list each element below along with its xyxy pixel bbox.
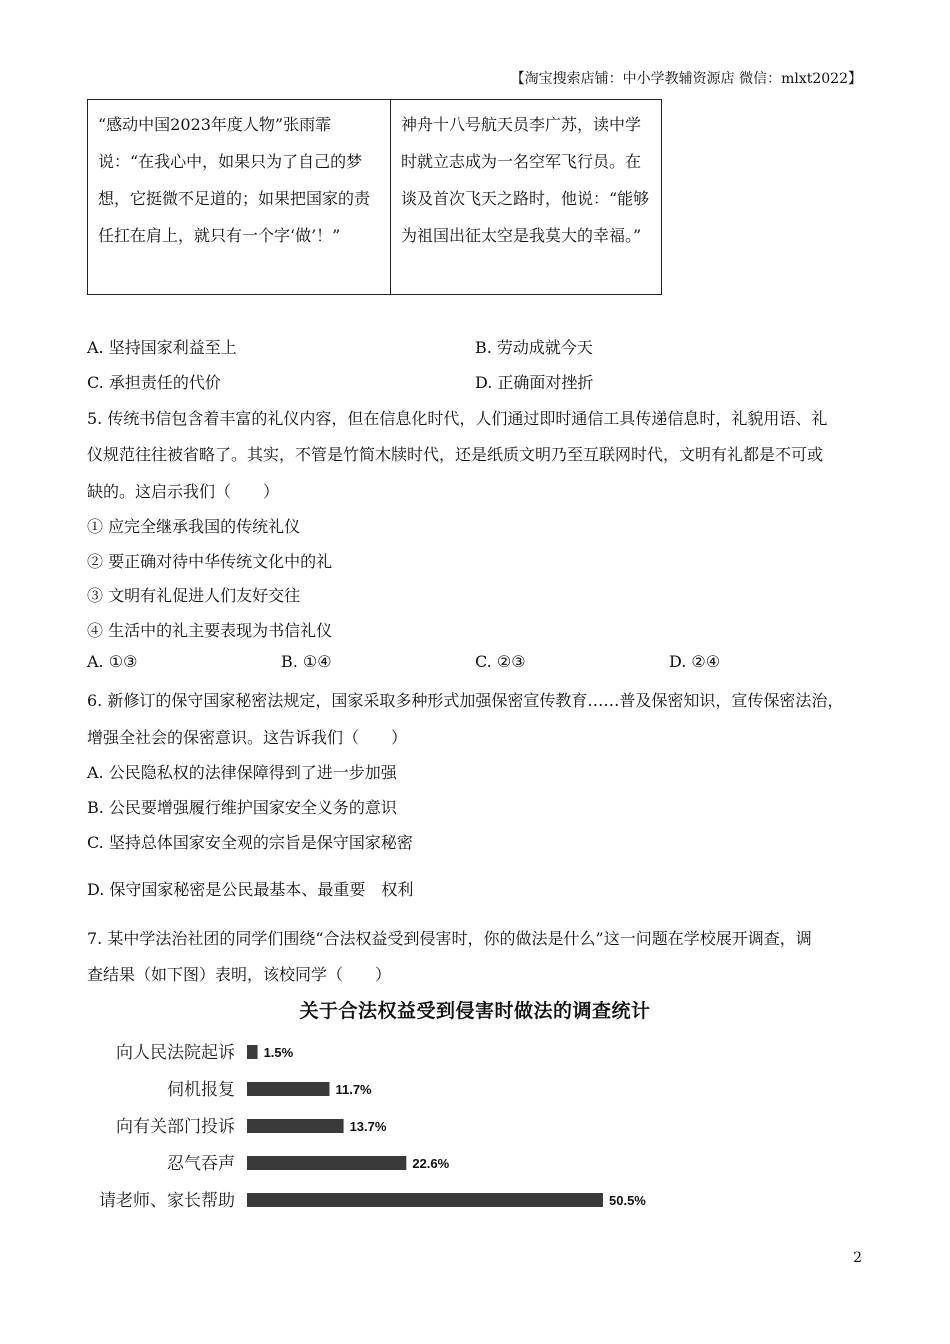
bar (247, 1082, 329, 1096)
page-number: 2 (853, 1250, 862, 1266)
q6-option-b: B. 公民要增强履行维护国家安全义务的意识 (87, 798, 397, 817)
quote-table (87, 99, 662, 295)
page-header: 【淘宝搜索店铺：中小学教辅资源店 微信：mlxt2022】 (510, 71, 862, 87)
survey-bar-chart (0, 1030, 950, 1230)
q7-stem-line2: 查结果（如下图）表明，该校同学（ ） (87, 965, 392, 984)
bar (247, 1193, 603, 1207)
q7-stem-line1: 7. 某中学法治社团的同学们围绕“合法权益受到侵害时，你的做法是什么”这一问题在学校展开调查，调 (87, 929, 812, 948)
bar (247, 1045, 258, 1059)
data-label: 13.7% (349, 1119, 387, 1134)
q5-statement-2: ② 要正确对待中华传统文化中的礼 (87, 552, 333, 571)
q5-statement-1: ① 应完全继承我国的传统礼仪 (87, 517, 301, 536)
data-label: 1.5% (263, 1045, 294, 1060)
data-label: 50.5% (609, 1193, 646, 1208)
q5-stem-line3: 缺的。这启示我们（ ） (87, 482, 280, 501)
quote-cell-right: 神舟十八号航天员李广苏，读中学时就立志成为一名空军飞行员。在谈及首次飞天之路时，他说：“能够为祖国出征太空是我莫大的幸福。” (391, 100, 662, 295)
q5-option-b: B. ①④ (281, 652, 332, 671)
q4-option-d: D. 正确面对挫折 (475, 373, 594, 392)
category-label: 请老师、家长帮助 (99, 1191, 235, 1211)
quote-cell-left: “感动中国2023年度人物”张雨霏说：“在我心中，如果只为了自己的梦想，它挺微不足道的；如果把国家的责任扛在肩上，就只有一个字‘做’！” (88, 100, 391, 295)
q5-stem-line2: 仪规范往往被省略了。其实，不管是竹简木牍时代，还是纸质文明乃至互联网时代，文明有礼都是不可或 (87, 445, 824, 464)
q4-option-c: C. 承担责任的代价 (87, 373, 221, 392)
q5-statement-4: ④ 生活中的礼主要表现为书信礼仪 (87, 621, 333, 640)
q6-option-d: D. 保守国家秘密是公民最基本、最重要 权利 (87, 880, 414, 899)
q5-option-a: A. ①③ (87, 652, 138, 671)
category-label: 向有关部门投诉 (116, 1117, 235, 1137)
q6-stem-line2: 增强全社会的保密意识。这告诉我们（ ） (87, 728, 408, 747)
category-label: 向人民法院起诉 (116, 1043, 235, 1063)
q5-stem-line1: 5. 传统书信包含着丰富的礼仪内容，但在信息化时代，人们通过即时通信工具传递信息时，礼貌用语、礼 (87, 409, 828, 428)
q5-option-d: D. ②④ (669, 652, 721, 671)
data-label: 22.6% (412, 1156, 450, 1171)
q6-stem-line1: 6. 新修订的保守国家秘密法规定，国家采取多种形式加强保密宣传教育……普及保密知识，宣传保密法治， (87, 691, 844, 710)
q5-statement-3: ③ 文明有礼促进人们友好交往 (87, 586, 301, 605)
q6-option-c: C. 坚持总体国家安全观的宗旨是保守国家秘密 (87, 833, 413, 852)
q4-option-b: B. 劳动成就今天 (475, 338, 593, 357)
category-label: 忍气吞声 (167, 1154, 235, 1174)
q4-option-a: A. 坚持国家利益至上 (87, 338, 237, 357)
category-label: 伺机报复 (167, 1080, 235, 1100)
q6-option-a: A. 公民隐私权的法律保障得到了进一步加强 (87, 763, 397, 782)
bar (247, 1119, 344, 1133)
q5-option-c: C. ②③ (475, 652, 526, 671)
data-label: 11.7% (335, 1082, 372, 1097)
bar (247, 1156, 406, 1170)
chart-title: 关于合法权益受到侵害时做法的调查统计 (299, 1000, 651, 1022)
